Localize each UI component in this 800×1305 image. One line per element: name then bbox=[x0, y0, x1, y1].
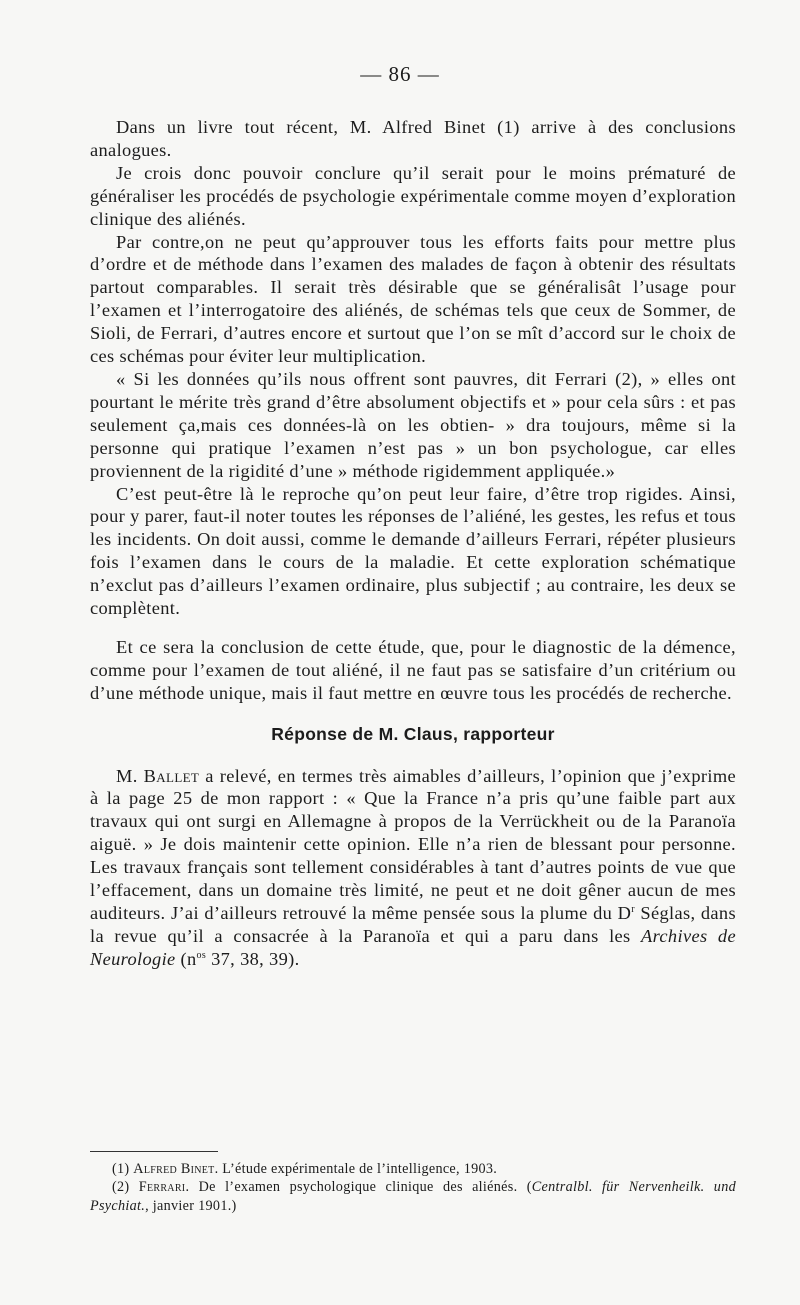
footnote-journal: Centralbl. für Nervenheilk. und Psychiat. bbox=[90, 1179, 736, 1214]
footnote-author: Alfred Binet bbox=[133, 1161, 215, 1177]
quote-paragraph: « Si les données qu’ils nous offrent sont pauvres, dit Ferrari (2), » elles ont pourtant le mérite très grand d’être absolument objectifs et » pour cela sûrs : et pas seulement ça,mais ces données-là on les obtien- » dra toujours, même si la personne qui pratique l’examen n’est pas » un bon psychologue, car elles proviennent de la rigidité d’une » méthode rigidemment appliquée.» bbox=[90, 368, 736, 481]
page-number: — 86 — bbox=[360, 62, 440, 86]
footnote-text: . De l’examen psychologique clinique des aliénés. ( bbox=[185, 1179, 532, 1196]
footnote-marker: (1) bbox=[112, 1161, 134, 1177]
paragraph: Dans un livre tout récent, M. Alfred Binet (1) arrive à des conclusions analogues. bbox=[90, 117, 736, 160]
footnote bbox=[90, 1160, 736, 1178]
response-paragraph bbox=[90, 765, 736, 971]
text-run: 37, 38, 39). bbox=[206, 948, 300, 969]
footnote bbox=[90, 1178, 736, 1215]
footnote-author: Ferrari bbox=[138, 1179, 186, 1196]
text-run: a relevé, en termes très aimables d’ailleurs, l’opinion que j’exprime à la page 25 de mon rapport : « Que la France n’a pris qu’une faible part aux travaux qui ont surgi en Allemagne à propos de la Verrückheit ou de la Paranoïa aiguë. » Je dois maintenir cette opinion. Elle n’a rien de blessant pour personne. Les travaux français sont tellement considérables à tant d’autres points de vue que l’effacement, dans un domaine très limité, ne peut et ne doit gêner aucun de mes auditeurs. J’ai d’ailleurs retrouvé la même pensée sous la plume du D bbox=[90, 765, 736, 923]
text-run: (n bbox=[175, 948, 197, 969]
footnote-text: , janvier 1901.) bbox=[145, 1197, 237, 1214]
text-run: Séglas, dans la revue qu’il a consacrée à la Paranoïa et qui a paru dans les bbox=[90, 903, 736, 946]
footnote-rule bbox=[90, 1151, 218, 1152]
superscript: os bbox=[196, 949, 207, 961]
section-heading: Réponse de M. Claus, rapporteur bbox=[271, 723, 555, 744]
author-name: M. Ballet bbox=[116, 765, 200, 786]
paragraph: C’est peut-être là le reproche qu’on peut leur faire, d’être trop rigides. Ainsi, pour y parer, faut-il noter toutes les réponses de l’aliéné, les gestes, les refus et tous les incidents. On doit aussi, comme le demande d’ailleurs Ferrari, répéter plusieurs fois l’examen dans le cours de la maladie. Et cette exploration schématique n’exclut pas d’ailleurs l’examen ordinaire, plus subjectif ; au contraire, les deux se complètent. bbox=[90, 483, 736, 619]
superscript: r bbox=[631, 903, 635, 915]
paragraph: Je crois donc pouvoir conclure qu’il serait pour le moins prématuré de généraliser les procédés de psychologie expérimentale comme moyen d’exploration clinique des aliénés. bbox=[90, 162, 736, 229]
footnote-text: . L’étude expérimentale de l’intelligence, 1903. bbox=[214, 1161, 498, 1177]
footnotes bbox=[90, 1160, 736, 1215]
footnote-marker: (2) bbox=[112, 1179, 139, 1196]
paragraph: Par contre,on ne peut qu’approuver tous les efforts faits pour mettre plus d’ordre et de méthode dans l’examen des malades de façon à obtenir des résultats partout comparables. Il serait très désirable que se généralisât l’usage pour l’examen et l’interrogatoire des aliénés, de schémas tels que ceux de Sommer, de Sioli, de Ferrari, d’autres encore et surtout que l’on se mît d’accord sur le choix de ces schémas pour éviter leur multiplication. bbox=[90, 231, 736, 367]
body-text bbox=[90, 116, 736, 971]
journal-title: Archives de Neurologie bbox=[90, 925, 736, 969]
paragraph: Et ce sera la conclusion de cette étude, que, pour le diagnostic de la démence, comme pour l’examen de tout aliéné, il ne faut pas se satisfaire d’un critérium ou d’une méthode unique, mais il faut mettre en œuvre tous les procédés de recherche. bbox=[90, 636, 736, 703]
